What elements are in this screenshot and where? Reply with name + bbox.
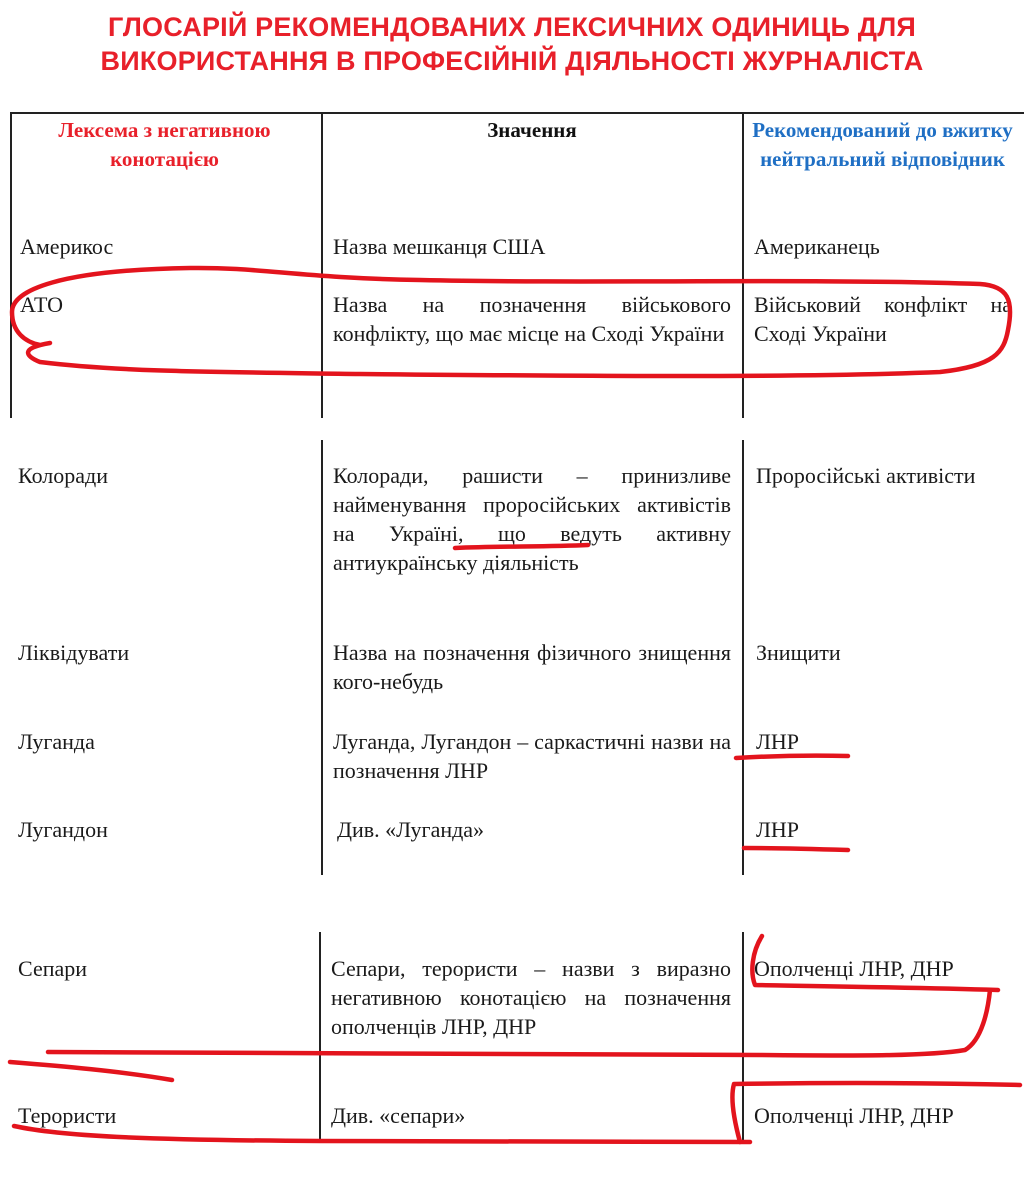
page-title: [0, 10, 1024, 78]
row-neutral: Ополченці ЛНР, ДНР: [754, 1103, 954, 1128]
separatists-side-stroke: [10, 1062, 172, 1080]
row-neutral: ЛНР: [756, 817, 800, 842]
column-divider: [742, 932, 744, 1142]
row-neutral: Військовий конфлікт на Сході України: [754, 292, 1012, 346]
row-term: Сепари: [18, 956, 88, 981]
header-negative-lexeme: Лексема з негативною конотацією: [58, 118, 271, 171]
row-neutral: Знищити: [756, 640, 841, 665]
row-meaning: [333, 461, 731, 577]
lnr-underline-mark-2: [744, 848, 848, 850]
underlined-phrase: на Україні: [333, 521, 459, 546]
row-term: АТО: [20, 292, 63, 317]
row-term: Америкос: [20, 234, 114, 259]
row-neutral: ЛНР: [756, 729, 800, 754]
header-meaning: Значення: [487, 118, 577, 142]
table-left-border: [10, 113, 12, 418]
row-neutral: Американець: [754, 234, 880, 259]
header-neutral-equivalent: Рекомендований до вжитку нейтральний відповідник: [752, 118, 1013, 171]
row-meaning: Назва на позначення фізичного знищення кого-небудь: [333, 640, 731, 694]
row-meaning: Див. «Луганда»: [337, 817, 485, 842]
page-title-line-2: ВИКОРИСТАННЯ В ПРОФЕСІЙНІЙ ДІЯЛЬНОСТІ ЖУРНАЛІСТА: [100, 46, 924, 76]
column-divider: [321, 113, 323, 418]
table-top-rule: [10, 112, 1024, 114]
row-neutral: Проросійські активісти: [756, 463, 976, 488]
row-term: Луганда: [18, 729, 95, 754]
page-title-line-1: ГЛОСАРІЙ РЕКОМЕНДОВАНИХ ЛЕКСИЧНИХ ОДИНИЦЬ ДЛЯ: [108, 12, 916, 42]
row-term: Лугандон: [18, 817, 108, 842]
column-divider: [742, 440, 744, 875]
row-term: Колоради: [18, 463, 108, 488]
row-term: Ліквідувати: [18, 640, 130, 665]
column-divider: [319, 932, 321, 1142]
row-meaning: Назва на позначення військового конфлікту, що має місце на Сході України: [333, 292, 731, 346]
meaning-text: Колоради, рашисти – принизливе найменування проросійських активістів: [333, 463, 731, 517]
row-meaning: Див. «сепари»: [331, 1103, 466, 1128]
meaning-text: , що ведуть активну антиукраїнську діяльність: [333, 521, 731, 575]
row-neutral: Ополченці ЛНР, ДНР: [754, 956, 954, 981]
row-meaning: Луганда, Лугандон – саркастичні назви на позначення ЛНР: [333, 729, 731, 783]
column-divider: [321, 440, 323, 875]
row-meaning: Назва мешканця США: [333, 234, 546, 259]
column-divider: [742, 113, 744, 418]
row-meaning: Сепари, терористи – назви з виразно негативною конотацією на позначення ополченців ЛНР, ДНР: [331, 956, 731, 1039]
row-term: Терористи: [18, 1103, 117, 1128]
